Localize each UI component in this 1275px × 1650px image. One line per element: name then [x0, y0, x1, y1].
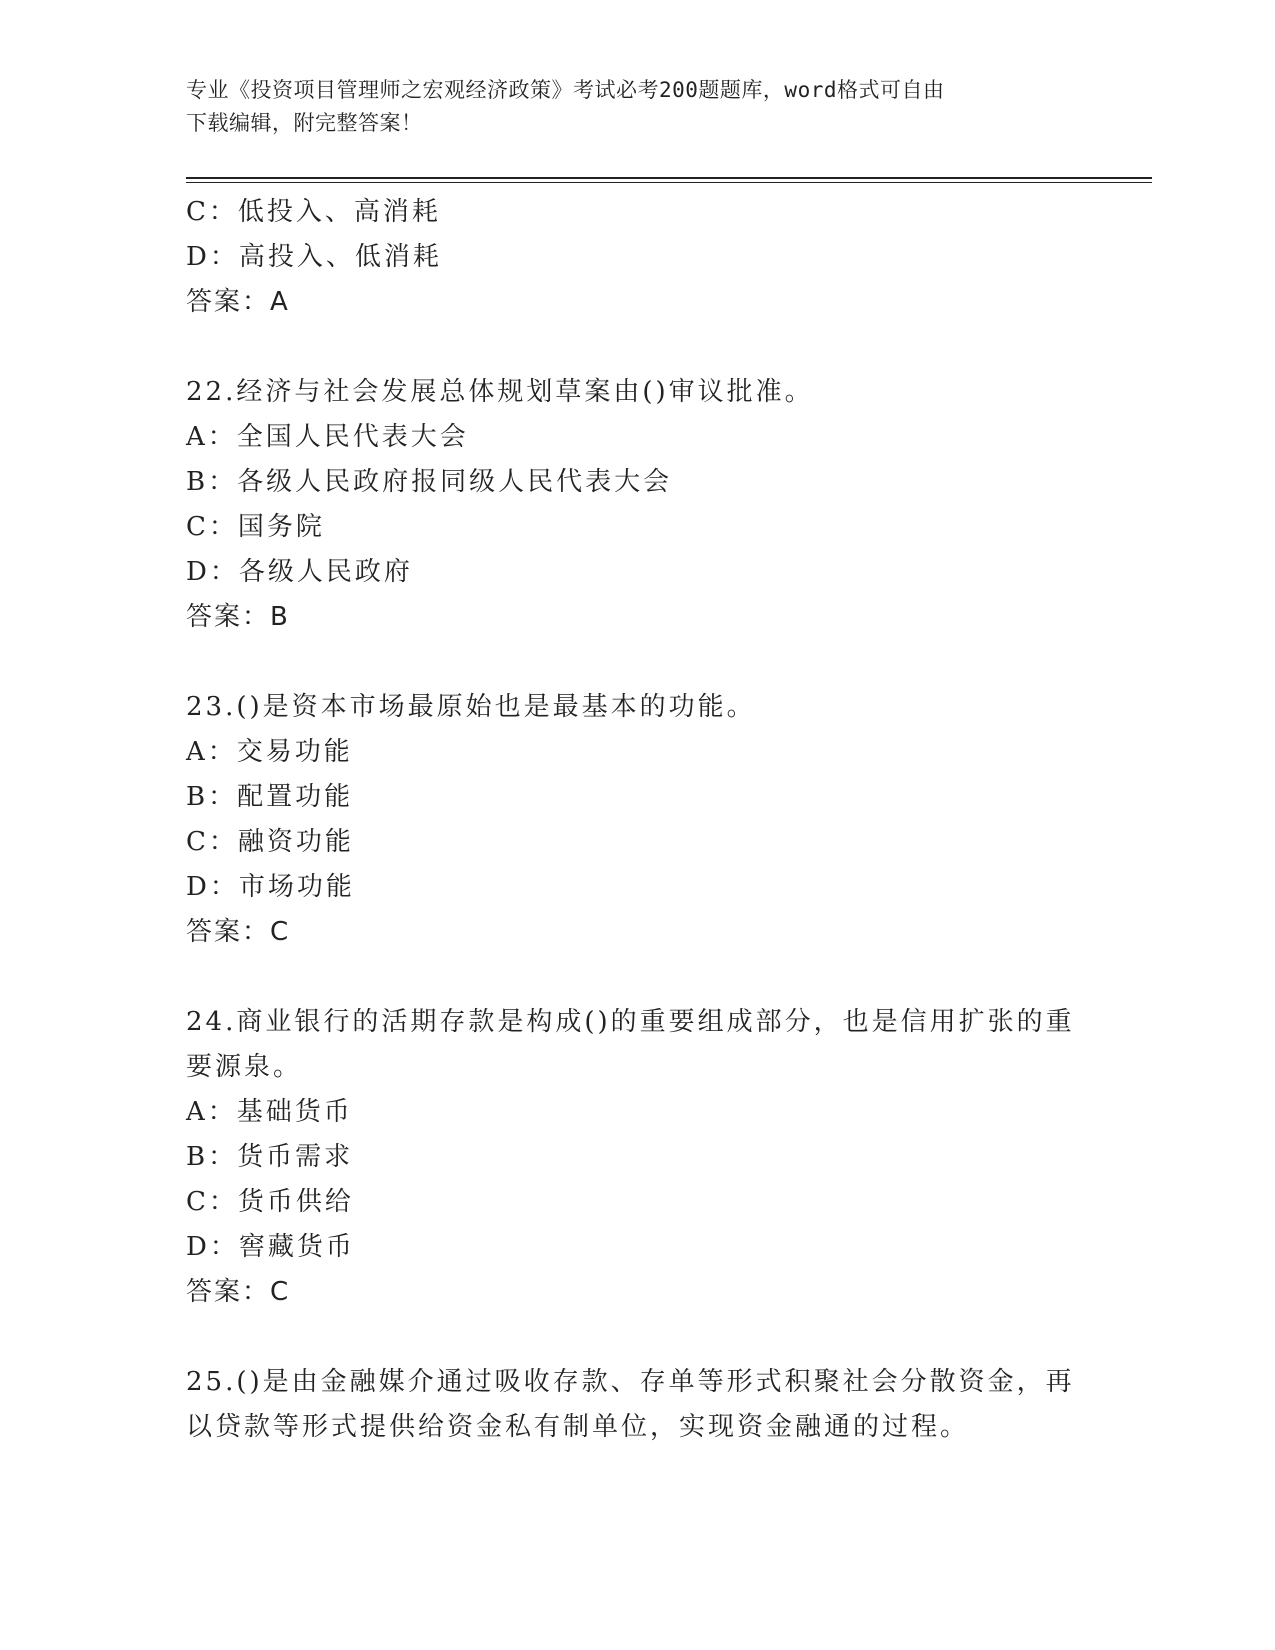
- question-text: 23.()是资本市场最原始也是最基本的功能。: [186, 692, 756, 722]
- option-c: C：货币供给: [186, 1187, 354, 1217]
- question-text-line-2: 以贷款等形式提供给资金私有制单位，实现资金融通的过程。: [186, 1412, 970, 1442]
- option-d: D：各级人民政府: [186, 557, 413, 587]
- option-c: C：国务院: [186, 512, 325, 542]
- option-a: A：交易功能: [186, 737, 353, 767]
- document-header: [186, 74, 1066, 140]
- answer: 答案：A: [186, 287, 290, 317]
- answer: 答案：C: [186, 1277, 291, 1307]
- question-text-line-1: 25.()是由金融媒介通过吸收存款、存单等形式积聚社会分散资金，再: [186, 1367, 1075, 1397]
- question-text-line-2: 要源泉。: [186, 1052, 303, 1082]
- option-b: B：货币需求: [186, 1142, 354, 1172]
- question-text: 22.经济与社会发展总体规划草案由()审议批准。: [186, 377, 814, 407]
- option-d: D：高投入、低消耗: [186, 242, 442, 272]
- question-25: [186, 1360, 1076, 1450]
- spacer: [186, 325, 1076, 370]
- header-line-1: 专业《投资项目管理师之宏观经济政策》考试必考200题题库，word格式可自由: [186, 78, 945, 102]
- answer: 答案：B: [186, 602, 290, 632]
- option-b: B：各级人民政府报同级人民代表大会: [186, 467, 673, 497]
- option-d: D：窖藏货币: [186, 1232, 355, 1262]
- option-c: C：融资功能: [186, 827, 354, 857]
- question-23: [186, 685, 1076, 955]
- header-divider-thin: [186, 182, 1152, 183]
- spacer: [186, 1315, 1076, 1360]
- option-a: A：基础货币: [186, 1097, 353, 1127]
- option-c: C：低投入、高消耗: [186, 197, 441, 227]
- spacer: [186, 640, 1076, 685]
- question-22: [186, 370, 1076, 640]
- option-a: A：全国人民代表大会: [186, 422, 469, 452]
- question-21-tail: [186, 190, 1076, 325]
- header-line-2: 下载编辑，附完整答案！: [186, 111, 423, 135]
- question-24: [186, 1000, 1076, 1315]
- spacer: [186, 955, 1076, 1000]
- question-text-line-1: 24.商业银行的活期存款是构成()的重要组成部分，也是信用扩张的重: [186, 1007, 1075, 1037]
- option-d: D：市场功能: [186, 872, 355, 902]
- document-body: [186, 190, 1076, 1450]
- option-b: B：配置功能: [186, 782, 354, 812]
- answer: 答案：C: [186, 917, 291, 947]
- header-divider-thick: [186, 177, 1152, 179]
